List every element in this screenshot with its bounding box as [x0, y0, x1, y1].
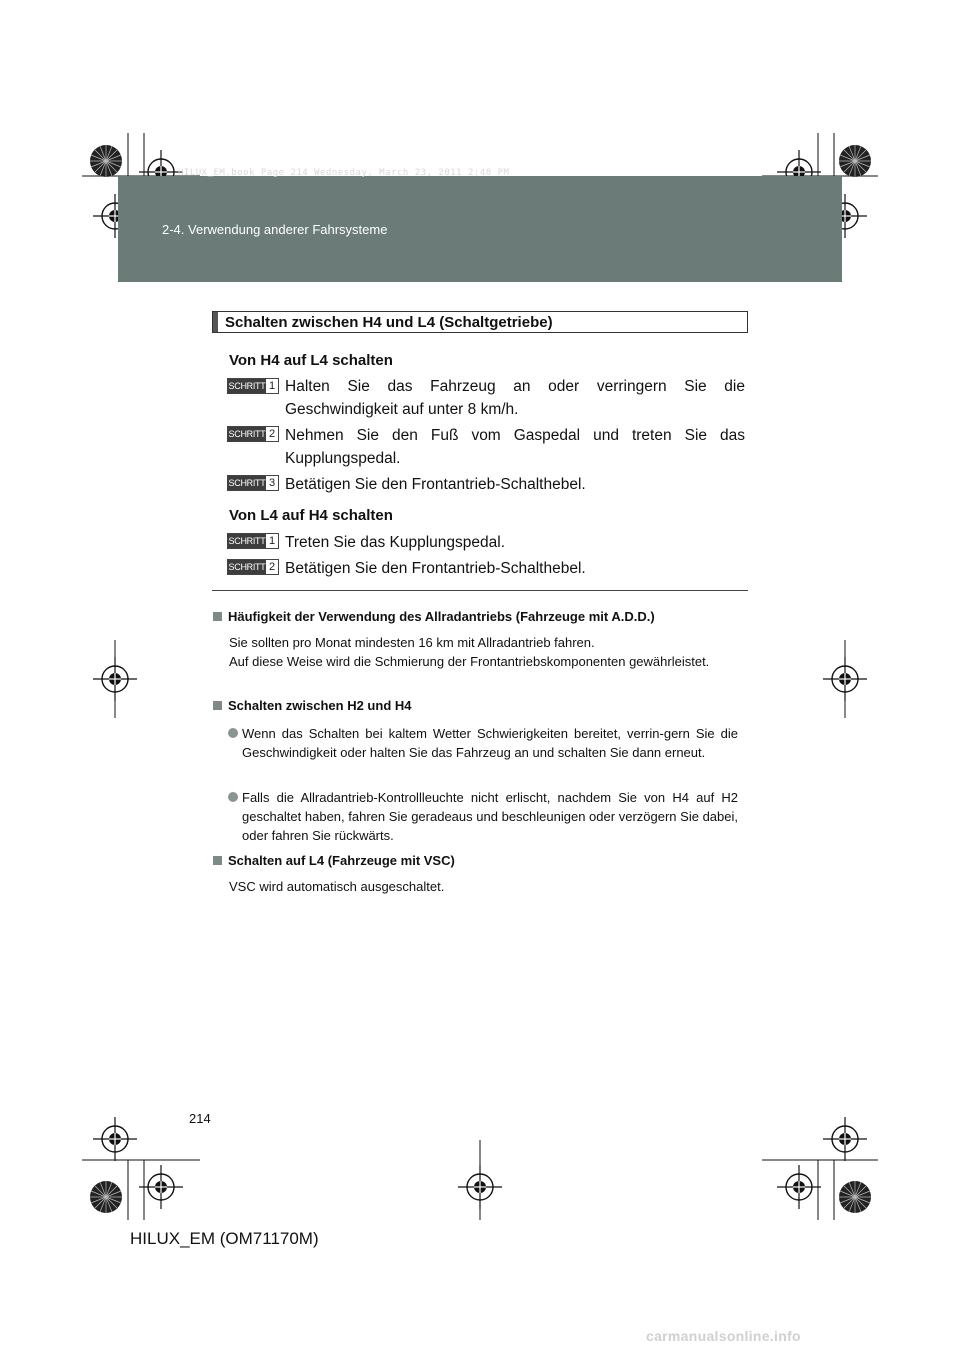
note-bullet — [228, 724, 738, 762]
note-body: Sie sollten pro Monat mindesten 16 km mit Allradantrieb fahren. — [229, 635, 595, 650]
note-heading — [213, 853, 455, 868]
step-word: SCHRITT — [228, 381, 266, 391]
step-text: Halten Sie das Fahrzeug an oder verringern Sie die Geschwindigkeit auf unter 8 km/h. — [285, 378, 745, 418]
circle-bullet-icon — [228, 728, 238, 738]
circle-bullet-icon — [228, 792, 238, 802]
step-text: Betätigen Sie den Frontantrieb-Schalthebel. — [285, 560, 586, 577]
watermark: carmanualsonline.info — [646, 1328, 801, 1344]
step-word: SCHRITT — [228, 562, 266, 572]
document-code: HILUX_EM (OM71170M) — [130, 1229, 319, 1248]
note-bullet — [228, 788, 738, 845]
note-heading — [213, 609, 655, 624]
step-text: Treten Sie das Kupplungspedal. — [285, 534, 506, 551]
print-stamp: HILUX_EM.book Page 214 Wednesday, March 23, 2011 2:48 PM — [178, 168, 510, 178]
section-title-bar — [213, 312, 218, 332]
note-bullet-text: Wenn das Schalten bei kaltem Wetter Schwierigkeiten bereitet, verrin-gern Sie die Geschwindigkeit oder halten Sie das Fahrzeug an und schalten Sie dann erneut. — [242, 726, 738, 760]
section-title-box — [212, 311, 748, 333]
group-heading: Von H4 auf L4 schalten — [229, 352, 393, 369]
page-number: 214 — [189, 1111, 211, 1126]
section-divider — [212, 590, 748, 591]
note-body: Auf diese Weise wird die Schmierung der Frontantriebskomponenten gewährleistet. — [229, 654, 710, 669]
step-number: 1 — [266, 534, 278, 548]
square-bullet-icon — [213, 701, 222, 710]
step-word: SCHRITT — [228, 429, 266, 439]
note-heading-text: Häufigkeit der Verwendung des Allradantriebs (Fahrzeuge mit A.D.D.) — [228, 609, 655, 624]
note-heading — [213, 698, 412, 713]
note-body: VSC wird automatisch ausgeschaltet. — [229, 879, 445, 894]
step-number: 2 — [266, 427, 278, 441]
group-heading: Von L4 auf H4 schalten — [229, 507, 393, 524]
note-heading-text: Schalten zwischen H2 und H4 — [228, 698, 412, 713]
chapter-section-title: 2-4. Verwendung anderer Fahrsysteme — [162, 222, 388, 237]
section-title: Schalten zwischen H4 und L4 (Schaltgetriebe) — [225, 314, 553, 331]
step-badge — [227, 378, 279, 394]
step-text: Nehmen Sie den Fuß vom Gaspedal und treten Sie das Kupplungspedal. — [285, 427, 745, 467]
step-badge — [227, 559, 279, 575]
step-word: SCHRITT — [228, 536, 266, 546]
step-badge — [227, 475, 279, 491]
step-badge — [227, 533, 279, 549]
step-number: 3 — [266, 476, 278, 490]
note-bullet-text: Falls die Allradantrieb-Kontrollleuchte nicht erlischt, nachdem Sie von H4 auf H2 geschaltet haben, fahren Sie geradeaus und beschleunigen oder verzögern Sie dabei, oder fahren Sie rückwärts. — [242, 790, 738, 843]
step-number: 1 — [266, 379, 278, 393]
square-bullet-icon — [213, 856, 222, 865]
step-word: SCHRITT — [228, 478, 266, 488]
step-text: Betätigen Sie den Frontantrieb-Schalthebel. — [285, 476, 586, 493]
note-heading-text: Schalten auf L4 (Fahrzeuge mit VSC) — [228, 853, 455, 868]
square-bullet-icon — [213, 612, 222, 621]
step-badge — [227, 426, 279, 442]
step-number: 2 — [266, 560, 278, 574]
